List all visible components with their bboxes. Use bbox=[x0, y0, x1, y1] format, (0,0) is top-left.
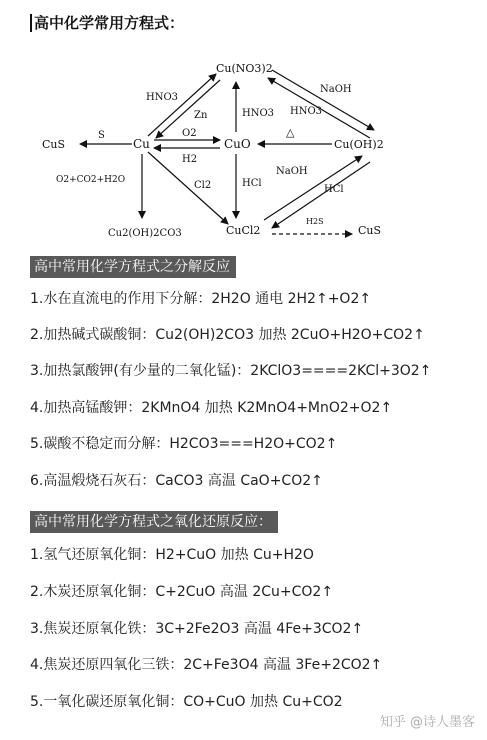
label-naoh-b: NaOH bbox=[276, 166, 308, 177]
section-header-decomposition: 高中常用化学方程式之分解反应 bbox=[30, 256, 236, 278]
list-item: 4.加热高锰酸钾：2KMnO4 加热 K2MnO4+MnO2+O2↑ bbox=[30, 400, 393, 416]
list-item: 1.氢气还原氧化铜：H2+CuO 加热 Cu+H2O bbox=[30, 547, 314, 563]
list-item: 5.一氧化碳还原氧化铜：CO+CuO 加热 Cu+CO2 bbox=[30, 694, 343, 710]
list-item: 1.水在直流电的作用下分解：2H2O 通电 2H2↑+O2↑ bbox=[30, 291, 372, 307]
list-item: 5.碳酸不稳定而分解：H2CO3===H2O+CO2↑ bbox=[30, 436, 338, 452]
label-h2: H2 bbox=[182, 154, 198, 165]
node-cu: Cu bbox=[133, 137, 150, 151]
list-item: 3.焦炭还原氧化铁：3C+2Fe2O3 高温 4Fe+3CO2↑ bbox=[30, 621, 364, 637]
list-item: 2.木炭还原氧化铜：C+2CuO 高温 2Cu+CO2↑ bbox=[30, 584, 334, 600]
watermark-text: 知乎 @诗人墨客 bbox=[379, 715, 475, 730]
label-hno3-b: HNO3 bbox=[242, 108, 275, 119]
label-o2: O2 bbox=[182, 128, 197, 139]
page-title: 高中化学常用方程式： bbox=[30, 14, 184, 32]
watermark bbox=[380, 711, 475, 730]
label-reagents: O2+CO2+H2O bbox=[56, 175, 126, 185]
label-hno3-c: HNO3 bbox=[290, 106, 323, 117]
list-item: 4.焦炭还原四氧化三铁：2C+Fe3O4 高温 3Fe+2CO2↑ bbox=[30, 657, 383, 673]
diagram-svg bbox=[36, 52, 406, 248]
node-cus-left: CuS bbox=[42, 138, 66, 151]
label-hcl-b: HCl bbox=[324, 184, 344, 195]
list-item: 3.加热氯酸钾(有少量的二氧化锰)：2KClO3====2KCl+3O2↑ bbox=[30, 363, 432, 379]
node-cuoh2: Cu(OH)2 bbox=[334, 138, 384, 151]
label-naoh-a: NaOH bbox=[320, 84, 352, 95]
label-h2s: H2S bbox=[306, 217, 324, 226]
node-cus-right: CuS bbox=[358, 224, 382, 237]
node-cuo: CuO bbox=[224, 137, 251, 151]
label-heat: △ bbox=[286, 126, 295, 139]
arrow-cu-to-cuno3 bbox=[148, 74, 216, 136]
label-cl2: Cl2 bbox=[194, 180, 212, 191]
section-header-redox: 高中常用化学方程式之氧化还原反应： bbox=[30, 511, 278, 533]
node-basic-copper-carbonate: Cu2(OH)2CO3 bbox=[108, 228, 182, 239]
node-cucl2: CuCl2 bbox=[226, 224, 261, 237]
label-hcl-a: HCl bbox=[242, 178, 262, 189]
arrow-cuno3-to-cuoh2 bbox=[272, 70, 374, 130]
label-hno3-a: HNO3 bbox=[146, 92, 179, 103]
list-item: 6.高温煅烧石灰石：CaCO3 高温 CaO+CO2↑ bbox=[30, 473, 323, 489]
list-item: 2.加热碱式碳酸铜：Cu2(OH)2CO3 加热 2CuO+H2O+CO2↑ bbox=[30, 327, 425, 343]
label-zn: Zn bbox=[194, 110, 208, 121]
node-cuno3: Cu(NO3)2 bbox=[216, 62, 273, 75]
copper-conversion-diagram bbox=[36, 52, 406, 248]
label-s: S bbox=[98, 130, 105, 141]
